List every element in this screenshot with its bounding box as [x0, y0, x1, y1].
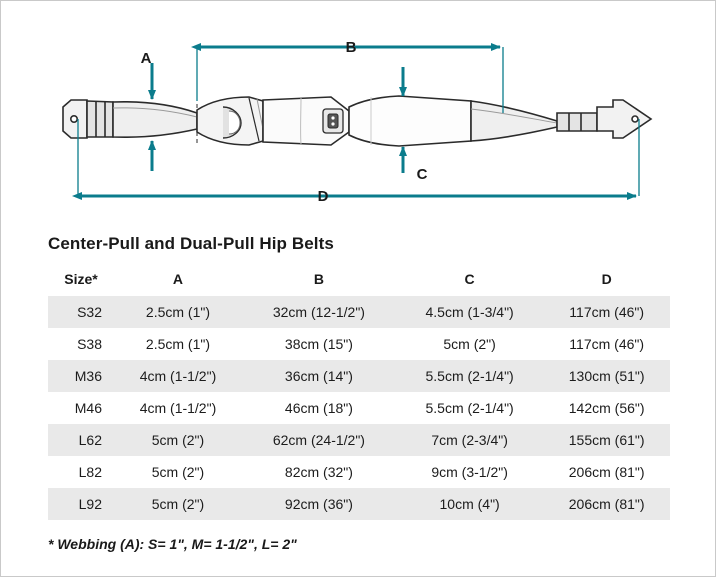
cell-c: 5cm (2")	[396, 328, 543, 360]
cell-a: 5cm (2")	[114, 488, 242, 520]
cell-c: 4.5cm (1-3/4")	[396, 296, 543, 328]
cell-size: L82	[48, 456, 114, 488]
cell-size: M36	[48, 360, 114, 392]
cell-b: 38cm (15")	[242, 328, 396, 360]
cell-d: 117cm (46")	[543, 296, 670, 328]
cell-b: 46cm (18")	[242, 392, 396, 424]
cell-c: 7cm (2-3/4")	[396, 424, 543, 456]
table-row	[48, 296, 670, 328]
cell-d: 206cm (81")	[543, 488, 670, 520]
cell-size: M46	[48, 392, 114, 424]
cell-a: 2.5cm (1")	[114, 296, 242, 328]
dimension-label-c: C	[416, 166, 428, 183]
cell-b: 36cm (14")	[242, 360, 396, 392]
table-row	[48, 392, 670, 424]
dimension-label-d: D	[317, 188, 329, 205]
dimension-label-a: A	[140, 50, 152, 67]
cell-d: 206cm (81")	[543, 456, 670, 488]
cell-d: 155cm (61")	[543, 424, 670, 456]
cell-a: 4cm (1-1/2")	[114, 392, 242, 424]
table-row	[48, 328, 670, 360]
cell-a: 5cm (2")	[114, 456, 242, 488]
cell-c: 10cm (4")	[396, 488, 543, 520]
table-row	[48, 424, 670, 456]
column-header-c: C	[464, 271, 475, 287]
size-chart-table	[48, 267, 670, 520]
cell-size: S38	[48, 328, 114, 360]
cell-b: 92cm (36")	[242, 488, 396, 520]
table-row	[48, 360, 670, 392]
table-header-row	[48, 267, 670, 296]
table-row	[48, 456, 670, 488]
belt-graphic	[63, 96, 651, 146]
cell-c: 5.5cm (2-1/4")	[396, 360, 543, 392]
cell-c: 5.5cm (2-1/4")	[396, 392, 543, 424]
column-header-a: A	[172, 271, 184, 287]
cell-b: 62cm (24-1/2")	[242, 424, 396, 456]
page-title: Center-Pull and Dual-Pull Hip Belts	[48, 234, 334, 253]
cell-size: S32	[48, 296, 114, 328]
cell-d: 117cm (46")	[543, 328, 670, 360]
cell-a: 5cm (2")	[114, 424, 242, 456]
column-header-d: D	[601, 271, 612, 287]
cell-b: 82cm (32")	[242, 456, 396, 488]
table-row	[48, 488, 670, 520]
cell-d: 142cm (56")	[543, 392, 670, 424]
hip-belt-illustration	[1, 1, 716, 226]
cell-size: L62	[48, 424, 114, 456]
footnote: * Webbing (A): S= 1", M= 1-1/2", L= 2"	[48, 536, 297, 552]
cell-size: L92	[48, 488, 114, 520]
cell-d: 130cm (51")	[543, 360, 670, 392]
cell-a: 4cm (1-1/2")	[114, 360, 242, 392]
cell-b: 32cm (12-1/2")	[242, 296, 396, 328]
column-header-size: Size*	[64, 271, 98, 287]
dimension-label-b: B	[345, 39, 357, 56]
cell-a: 2.5cm (1")	[114, 328, 242, 360]
hip-belt-diagram	[1, 1, 716, 226]
cell-c: 9cm (3-1/2")	[396, 456, 543, 488]
column-header-b: B	[313, 271, 324, 287]
